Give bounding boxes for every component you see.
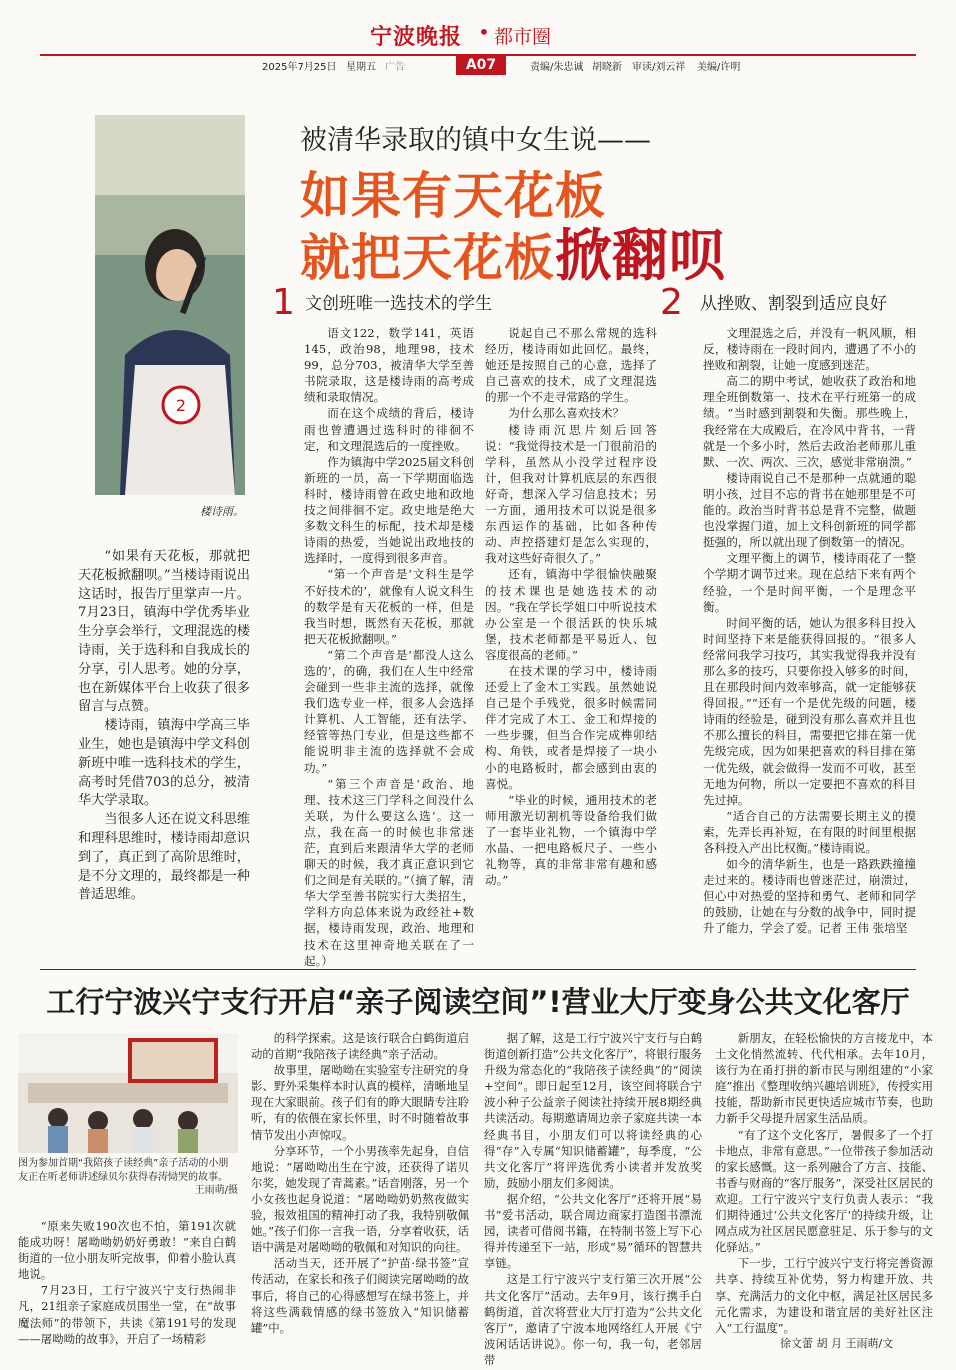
issue-weekday: 星期五 bbox=[346, 62, 376, 73]
paragraph: 下一步，工行宁波兴宁支行将完善资源共享、持续互补优势，努力构建开放、共享、充满活力的文化中枢，满足社区居民多元化需求，为建设和谐宜居的美好社区注入“工行温度”。 bbox=[715, 1256, 933, 1335]
student-photo bbox=[95, 115, 245, 495]
paragraph: 当很多人还在说文科思维和理科思维时，楼诗雨却意识到了，真正到了高阶思维时，是不分文理的，最终都是一种普适思维。 bbox=[78, 812, 250, 903]
proof-credit: 审读/刘云祥 bbox=[632, 62, 686, 73]
headline-line2-plain: 就把天花板 bbox=[300, 229, 555, 287]
paragraph: 文理平衡上的调节，楼诗雨花了一整个学期才调节过来。现在总结下来有两个经验，一个是时间平衡，一个是理念平衡。 bbox=[703, 551, 916, 614]
paragraph: 7月23日，工行宁波兴宁支行热闹非凡，21组亲子家庭成员围坐一堂，在“故事魔法师”的带领下，共读《第191号的发现——屠呦呦的故事》，开启了一场精彩 bbox=[18, 1283, 236, 1346]
paragraph: 活动当天，还开展了“护苗·绿书签”宣传活动，在家长和孩子们阅读完屠呦呦的故事后，将自己的心得感想写在绿书签上，并将这些满载情感的绿书签放入“知识储蓄罐”中。 bbox=[251, 1256, 469, 1335]
paragraph: 说起自己不那么常规的选科经历，楼诗雨如此回忆。最终，她还是按照自己的心意，选择了自己喜欢的技术，成了文理混选的那一个不走寻常路的学生。 bbox=[485, 326, 657, 405]
paragraph: 在技术课的学习中，楼诗雨还爱上了金木工实践。虽然她说自己是个手残党，很多时候需同伴才完成了木工、金工和焊接的一些步骤，但当合作完成榫卯结构、角铁，或者是焊接了一块小小的电路板时，都会感到由衷的喜悦。 bbox=[485, 663, 657, 791]
article-column-2 bbox=[304, 325, 474, 969]
article2-column-1 bbox=[18, 1218, 236, 1347]
paragraph: 楼诗雨沉思片刻后回答说：“我觉得技术是一门很前沿的学科，虽然从小没学过程序设计，但我对计算机底层的东西很好奇，想深入学习信息技术；另一方面，通用技术可以说是很多东西运作的基础，比如各种传动、声控搭建灯是怎么实现的，我对这些好奇很久了。” bbox=[485, 422, 657, 566]
newspaper-logo: 宁波晚报 bbox=[370, 24, 463, 50]
paragraph: 的科学探索。这是该行联合白鹤街道启动的首期“我陪孩子读经典”亲子活动。 bbox=[251, 1031, 469, 1062]
article-divider bbox=[40, 969, 916, 970]
paragraph: 楼诗雨，镇海中学高三毕业生，她也是镇海中学文科创新班中唯一选科技术的学生，高考时凭借703的总分，被清华大学录取。 bbox=[78, 718, 250, 809]
photo-caption: 楼诗雨。 bbox=[200, 505, 244, 518]
editor-credit: 责编/朱忠诚 bbox=[530, 62, 584, 73]
caption-text: 图为参加首期“我陪孩子读经典”亲子活动的小朋友正在听老师讲述绿贝尔获得春涛恸哭的故事。 bbox=[18, 1158, 229, 1183]
headline-line1: 如果有天花板 bbox=[300, 167, 606, 225]
paragraph: “原来失败190次也不怕，第191次就能成功呀！屠呦呦奶奶好勇敢！”来自白鹤街道的一位小朋友听完故事，仰着小脸认真地说。 bbox=[18, 1219, 236, 1282]
paragraph: 新朋友，在轻松愉快的方言接龙中，本土文化悄然流转、代代相承。去年10月，该行为在甬打拼的新市民与刚组建的“小家庭”推出《整理收纳兴趣培训班》，传授实用技能，帮助新市民更快适应城市节奏，也助力新手父母提升居家生活品质。 bbox=[715, 1031, 933, 1126]
design-credit: 美编/许明 bbox=[697, 62, 741, 73]
article-column-3 bbox=[485, 325, 657, 888]
headline-accent: 掀翻呗 bbox=[555, 223, 726, 289]
paragraph: 分享环节，一个小男孩率先起身，自信地说：“屠呦呦出生在宁波，还获得了诺贝尔奖，她发现了青蒿素。”话音刚落，另一个小女孩也起身说道：“屠呦呦奶奶熬夜做实验，报效祖国的精神打动了我，我特别敬佩她。”孩子们你一言我一语，分享着收获，话语中满是对屠呦呦的敬佩和对知识的向往。 bbox=[251, 1143, 469, 1255]
paragraph: 语文122，数学141，英语145，政治98，地理98，技术99，总分703，被清华大学至善书院录取，这是楼诗雨的高考成绩和录取情况。 bbox=[304, 326, 474, 405]
paragraph: “第二个声音是‘都没人这么选的’，的确，我们在人生中经常会碰到一些非主流的选择，就像我们选专业一样，很多人会选择计算机、人工智能，还有法学、经管等热门专业，但是这些都不能说明非主流的选择就不会成功。” bbox=[304, 647, 474, 775]
paragraph: 为什么那么喜欢技术？ bbox=[508, 406, 625, 421]
second-headline: 工行宁波兴宁支行开启“亲子阅读空间”!营业大厅变身公共文化客厅 bbox=[46, 985, 910, 1019]
page-number: A07 bbox=[456, 55, 506, 75]
reporter-byline: 徐文蕾 胡 月 王雨萌/文 bbox=[780, 1337, 894, 1350]
paragraph: “第一个声音是‘文科生是学不好技术的’，就像有人说文科生的数学是有天花板的一样，但是我当时想，既然有天花板，那就把天花板掀翻呗。” bbox=[304, 567, 474, 646]
editor2-credit: 胡晓新 bbox=[592, 62, 622, 73]
article2-column-4 bbox=[715, 1030, 933, 1336]
paragraph: “毕业的时候，通用技术的老师用激光切割机等设备给我们做了一套毕业礼物，一个镇海中学水晶、一把电路板尺子、一些小礼物等，真的非常非常有趣和感动。” bbox=[485, 792, 657, 888]
paragraph: 故事里，屠呦呦在实验室专注研究的身影、野外采集样本时认真的模样，清晰地呈现在大家眼前。孩子们有的睁大眼睛专注聆听，有的依偎在家长怀里，时不时随着故事情节发出小声惊叹。 bbox=[251, 1063, 469, 1142]
paragraph: 作为镇海中学2025届文科创新班的一员，高一下学期面临选科时，楼诗雨曾在政史地和政地技之间徘徊不定。政史地是绝大多数文科生的标配，技术却是楼诗雨的热爱，当她说出政地技的选择时，一度得到很多声音。 bbox=[304, 454, 474, 566]
article-column-4 bbox=[703, 325, 916, 937]
section-title: 文创班唯一选技术的学生 bbox=[305, 294, 492, 314]
paragraph: 楼诗雨说自己不是那种一点就通的聪明小孩，过目不忘的背书在她那里是不可能的。政治当时背书总是背不完整，做题也没掌握门道，加上文科创新班的同学都挺强的，所以就出现了倒数第一的情况。 bbox=[703, 470, 916, 550]
ad-tag: 广告 bbox=[385, 62, 405, 73]
paragraph: 这是工行宁波兴宁支行第三次开展“公共文化客厅”活动。去年9月，该行携手白鹤街道，首次将营业大厅打造为“公共文化客厅”，邀请了宁波本地网络红人开展《宁波闲话话讲说》。你一句，我一句，老邻居带 bbox=[484, 1272, 702, 1367]
paragraph: “适合自己的方法需要长期主义的摸索，先弄长再补短，在有限的时间里根据各科投入产出比权衡。”楼诗雨说。 bbox=[703, 808, 916, 855]
section-number: 2 bbox=[660, 282, 683, 323]
paragraph: 而在这个成绩的背后，楼诗雨也曾遭遇过选科时的徘徊不定，和文理混选后的一度挫败。 bbox=[304, 406, 474, 453]
issue-date: 2025年7月25日 bbox=[262, 62, 337, 73]
paragraph: 文理混选之后，并没有一帆风顺，相反，楼诗雨在一段时间内，遭遇了不小的挫败和割裂，让她一度感到迷茫。 bbox=[703, 326, 916, 373]
paragraph: 如今的清华新生，也是一路跌跌撞撞走过来的。楼诗雨也曾迷茫过，崩溃过，但心中对热爱的坚持和勇气、老师和同学的鼓励，让她在与分数的战争中，同时提升了能力，学会了爱。记者 王伟 张培坚 bbox=[703, 857, 916, 936]
section-title: 从挫败、割裂到适应良好 bbox=[700, 294, 887, 314]
paragraph: 高二的期中考试，她收获了政治和地理全班倒数第一、技术在平行班第一的成绩。“当时感到割裂和失衡。那些晚上，我经常在大成殿后，在冷风中背书，一背就是一个多小时，然后去政治老师那儿重默、一次、两次、三次，感觉非常崩溃。” bbox=[703, 374, 916, 469]
headline-line2 bbox=[300, 212, 726, 292]
section-number: 1 bbox=[272, 282, 295, 323]
section-name: 都市圈 bbox=[494, 26, 552, 48]
masthead-dot: • bbox=[478, 20, 490, 44]
activity-photo bbox=[18, 1033, 238, 1153]
photo-credit: 王雨萌/摄 bbox=[194, 1185, 238, 1196]
article-column-1 bbox=[78, 548, 250, 905]
article2-column-2 bbox=[251, 1030, 469, 1336]
activity-photo-caption bbox=[18, 1157, 238, 1198]
paragraph: “第三个声音是‘政治、地理、技术这三门学科之间没什么关联，为什么要这么选’。这一点，我在高一的时候也非常迷茫，直到后来跟清华大学的老师聊天的时候，我才真正意识到它们之间是有关联的。”（摘了解，清华大学至善书院实行大类招生，学科方向总体来说为政经社+数据，楼诗雨发现，政治、地理和技术在这里神奇地关联在了一起。） bbox=[304, 776, 474, 968]
paragraph: 时间平衡的话，她认为很多科目投入时间坚持下来是能获得回报的。“很多人经常问我学习技巧，其实我觉得我并没有那么多的技巧，只要你投入够多的时间，且在那段时间内效率够高，就一定能够获得回报。”“还有一个是优先级的问题，楼诗雨的经验是，碰到没有那么喜欢并且也不那么擅长的科目，需要把它排在第一优先级完成，因为如果把喜欢的科目排在第一优先级，就会做得一发而不可收，甚至无地为何物，所以一定要把不喜欢的科目先过掉。 bbox=[703, 615, 916, 807]
paragraph: 还有，镇海中学很愉快融聚的技术课也是她选技术的动因。“我在学长学姐口中听说技术办公室是一个很活跃的快乐城堡，技术老师都是平易近人、包容度很高的老师。” bbox=[485, 567, 657, 662]
kicker: 被清华录取的镇中女生说—— bbox=[300, 125, 651, 156]
paragraph: “有了这个文化客厅，暑假多了一个打卡地点，非常有意思。”一位带孩子参加活动的家长感慨。这一系列融合了方言、技能、书香与财商的“客厅服务”，深受社区居民的欢迎。工行宁波兴宁支行负责人表示：“我们期待通过‘公共文化客厅’的持续升级，让网点成为社区居民愿意驻足、乐于参与的文化驿站。” bbox=[715, 1127, 933, 1255]
svg-text:2: 2 bbox=[175, 396, 187, 415]
paragraph: 据介绍，“公共文化客厅”还将开展“易书”爱书活动，联合周边商家打造图书漂流园，读者可借阅书籍，在特制书签上写下心得并传递至下一站，形成“易”循环的智慧共享链。 bbox=[484, 1191, 702, 1271]
paragraph: “如果有天花板，那就把天花板掀翻呗。”当楼诗雨说出这话时，报告厅里掌声一片。7月23日，镇海中学优秀毕业生分享会举行，文理混选的楼诗雨，关于选科和自我成长的分享，引人思考。她的分享，也在新媒体平台上收获了很多留言与点赞。 bbox=[78, 549, 250, 715]
article2-column-3 bbox=[484, 1030, 702, 1368]
paragraph: 据了解，这是工行宁波兴宁支行与白鹤街道创新打造“公共文化客厅”，将银行服务升级为常态化的“我陪孩子读经典”的“阅读+空间”。即日起至12月，该空间将联合宁波小种子公益亲子阅读社持续开展8期经典共读活动。每期邀请周边亲子家庭共读一本经典书目，小朋友们可以将读经典的心得“存”入专属“知识储蓄罐”，每季度，“公共文化客厅”将评选优秀小读者并发放奖励，鼓励小朋友们多阅读。 bbox=[484, 1031, 702, 1190]
